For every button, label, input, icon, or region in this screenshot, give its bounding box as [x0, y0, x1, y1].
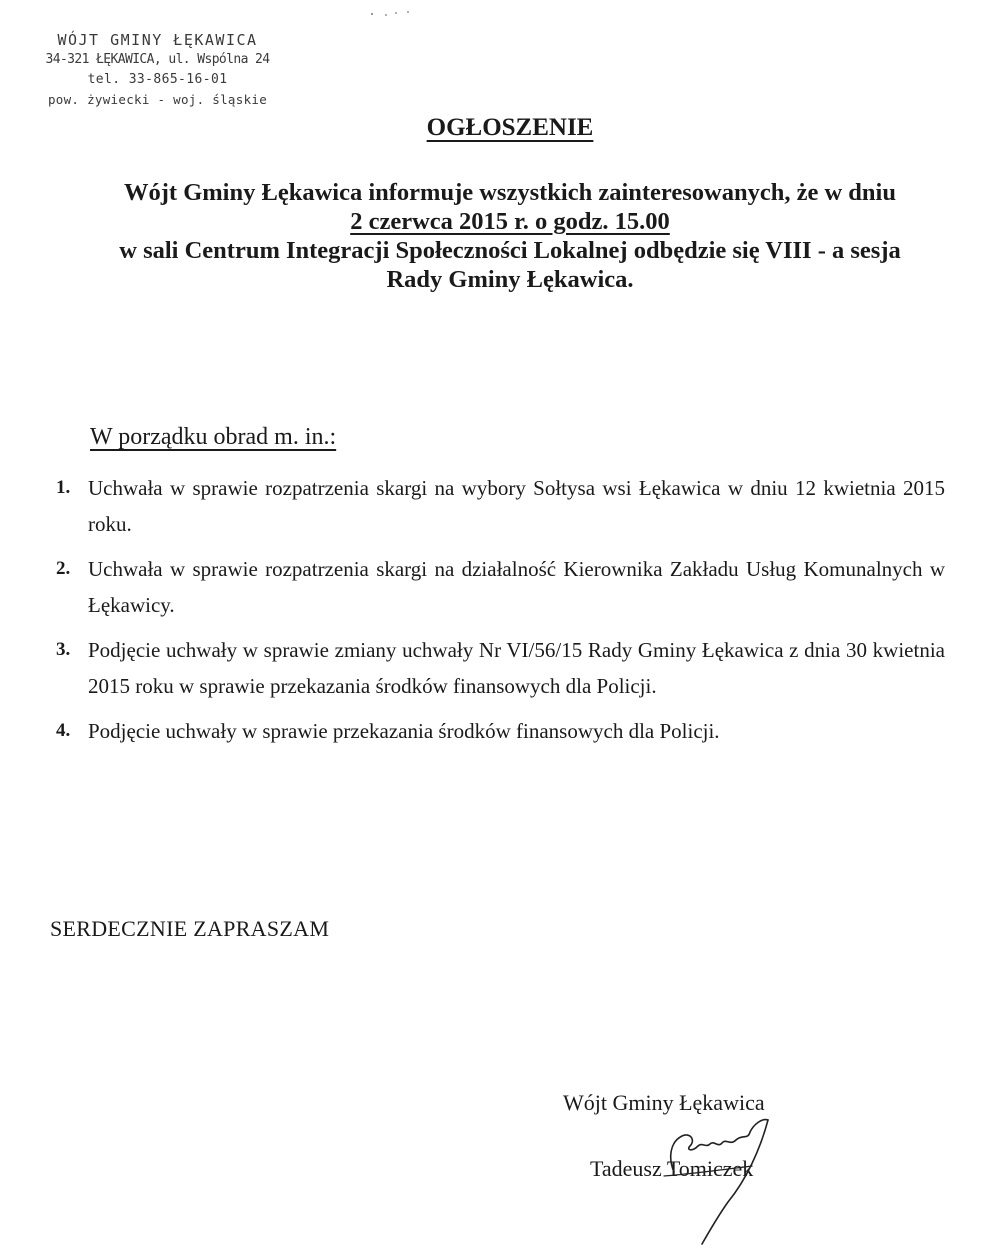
stamp-address: 34-321 ŁĘKAWICA, ul. Wspólna 24	[45, 52, 270, 67]
agenda-item	[50, 713, 945, 749]
closing-invitation: SERDECZNIE ZAPRASZAM	[50, 916, 330, 941]
intro-line-4: Rady Gminy Łękawica.	[386, 266, 634, 293]
agenda-item-text: Podjęcie uchwały w sprawie zmiany uchwały Nr VI/56/15 Rady Gminy Łękawica z dnia 30 kwietnia 2015 roku w sprawie przekazania środków finansowych dla Policji.	[88, 638, 945, 698]
agenda-item-number: 3.	[56, 639, 71, 660]
stamp-phone: tel. 33-865-16-01	[87, 72, 228, 87]
signatory-name: Tadeusz Tomiczek	[590, 1156, 754, 1181]
agenda-item	[50, 551, 945, 623]
agenda-item-number: 2.	[56, 558, 71, 579]
agenda-item-number: 4.	[56, 720, 71, 741]
agenda-item-text: Uchwała w sprawie rozpatrzenia skargi na wybory Sołtysa wsi Łękawica w dniu 12 kwietnia 2015 roku.	[88, 476, 945, 536]
document-title: OGŁOSZENIE	[426, 114, 594, 141]
announcement-intro	[60, 178, 960, 294]
agenda-item-number: 1.	[56, 477, 71, 498]
intro-line-1: Wójt Gminy Łękawica informuje wszystkich zainteresowanych, że w dniu	[124, 179, 896, 206]
agenda-item-text: Podjęcie uchwały w sprawie przekazania środków finansowych dla Policji.	[88, 719, 720, 743]
agenda-item	[50, 632, 945, 704]
intro-line-3: w sali Centrum Integracji Społeczności Lokalnej odbędzie się VIII - a sesja	[119, 237, 901, 264]
agenda-item	[50, 470, 945, 542]
scan-speck-marks	[368, 8, 418, 18]
handwritten-signature	[610, 1110, 790, 1250]
stamp-office-name: WÓJT GMINY ŁĘKAWICA	[57, 31, 258, 49]
stamp-district: pow. żywiecki - woj. śląskie	[47, 92, 268, 107]
session-date: 2 czerwca 2015 r. o godz. 15.00	[350, 208, 670, 235]
agenda-heading: W porządku obrad m. in.:	[90, 424, 337, 450]
agenda-list	[50, 470, 945, 758]
agenda-item-text: Uchwała w sprawie rozpatrzenia skargi na działalność Kierownika Zakładu Usług Komunalnych w Łękawicy.	[88, 557, 945, 617]
signatory-role: Wójt Gminy Łękawica	[563, 1090, 765, 1115]
office-stamp	[40, 30, 275, 110]
